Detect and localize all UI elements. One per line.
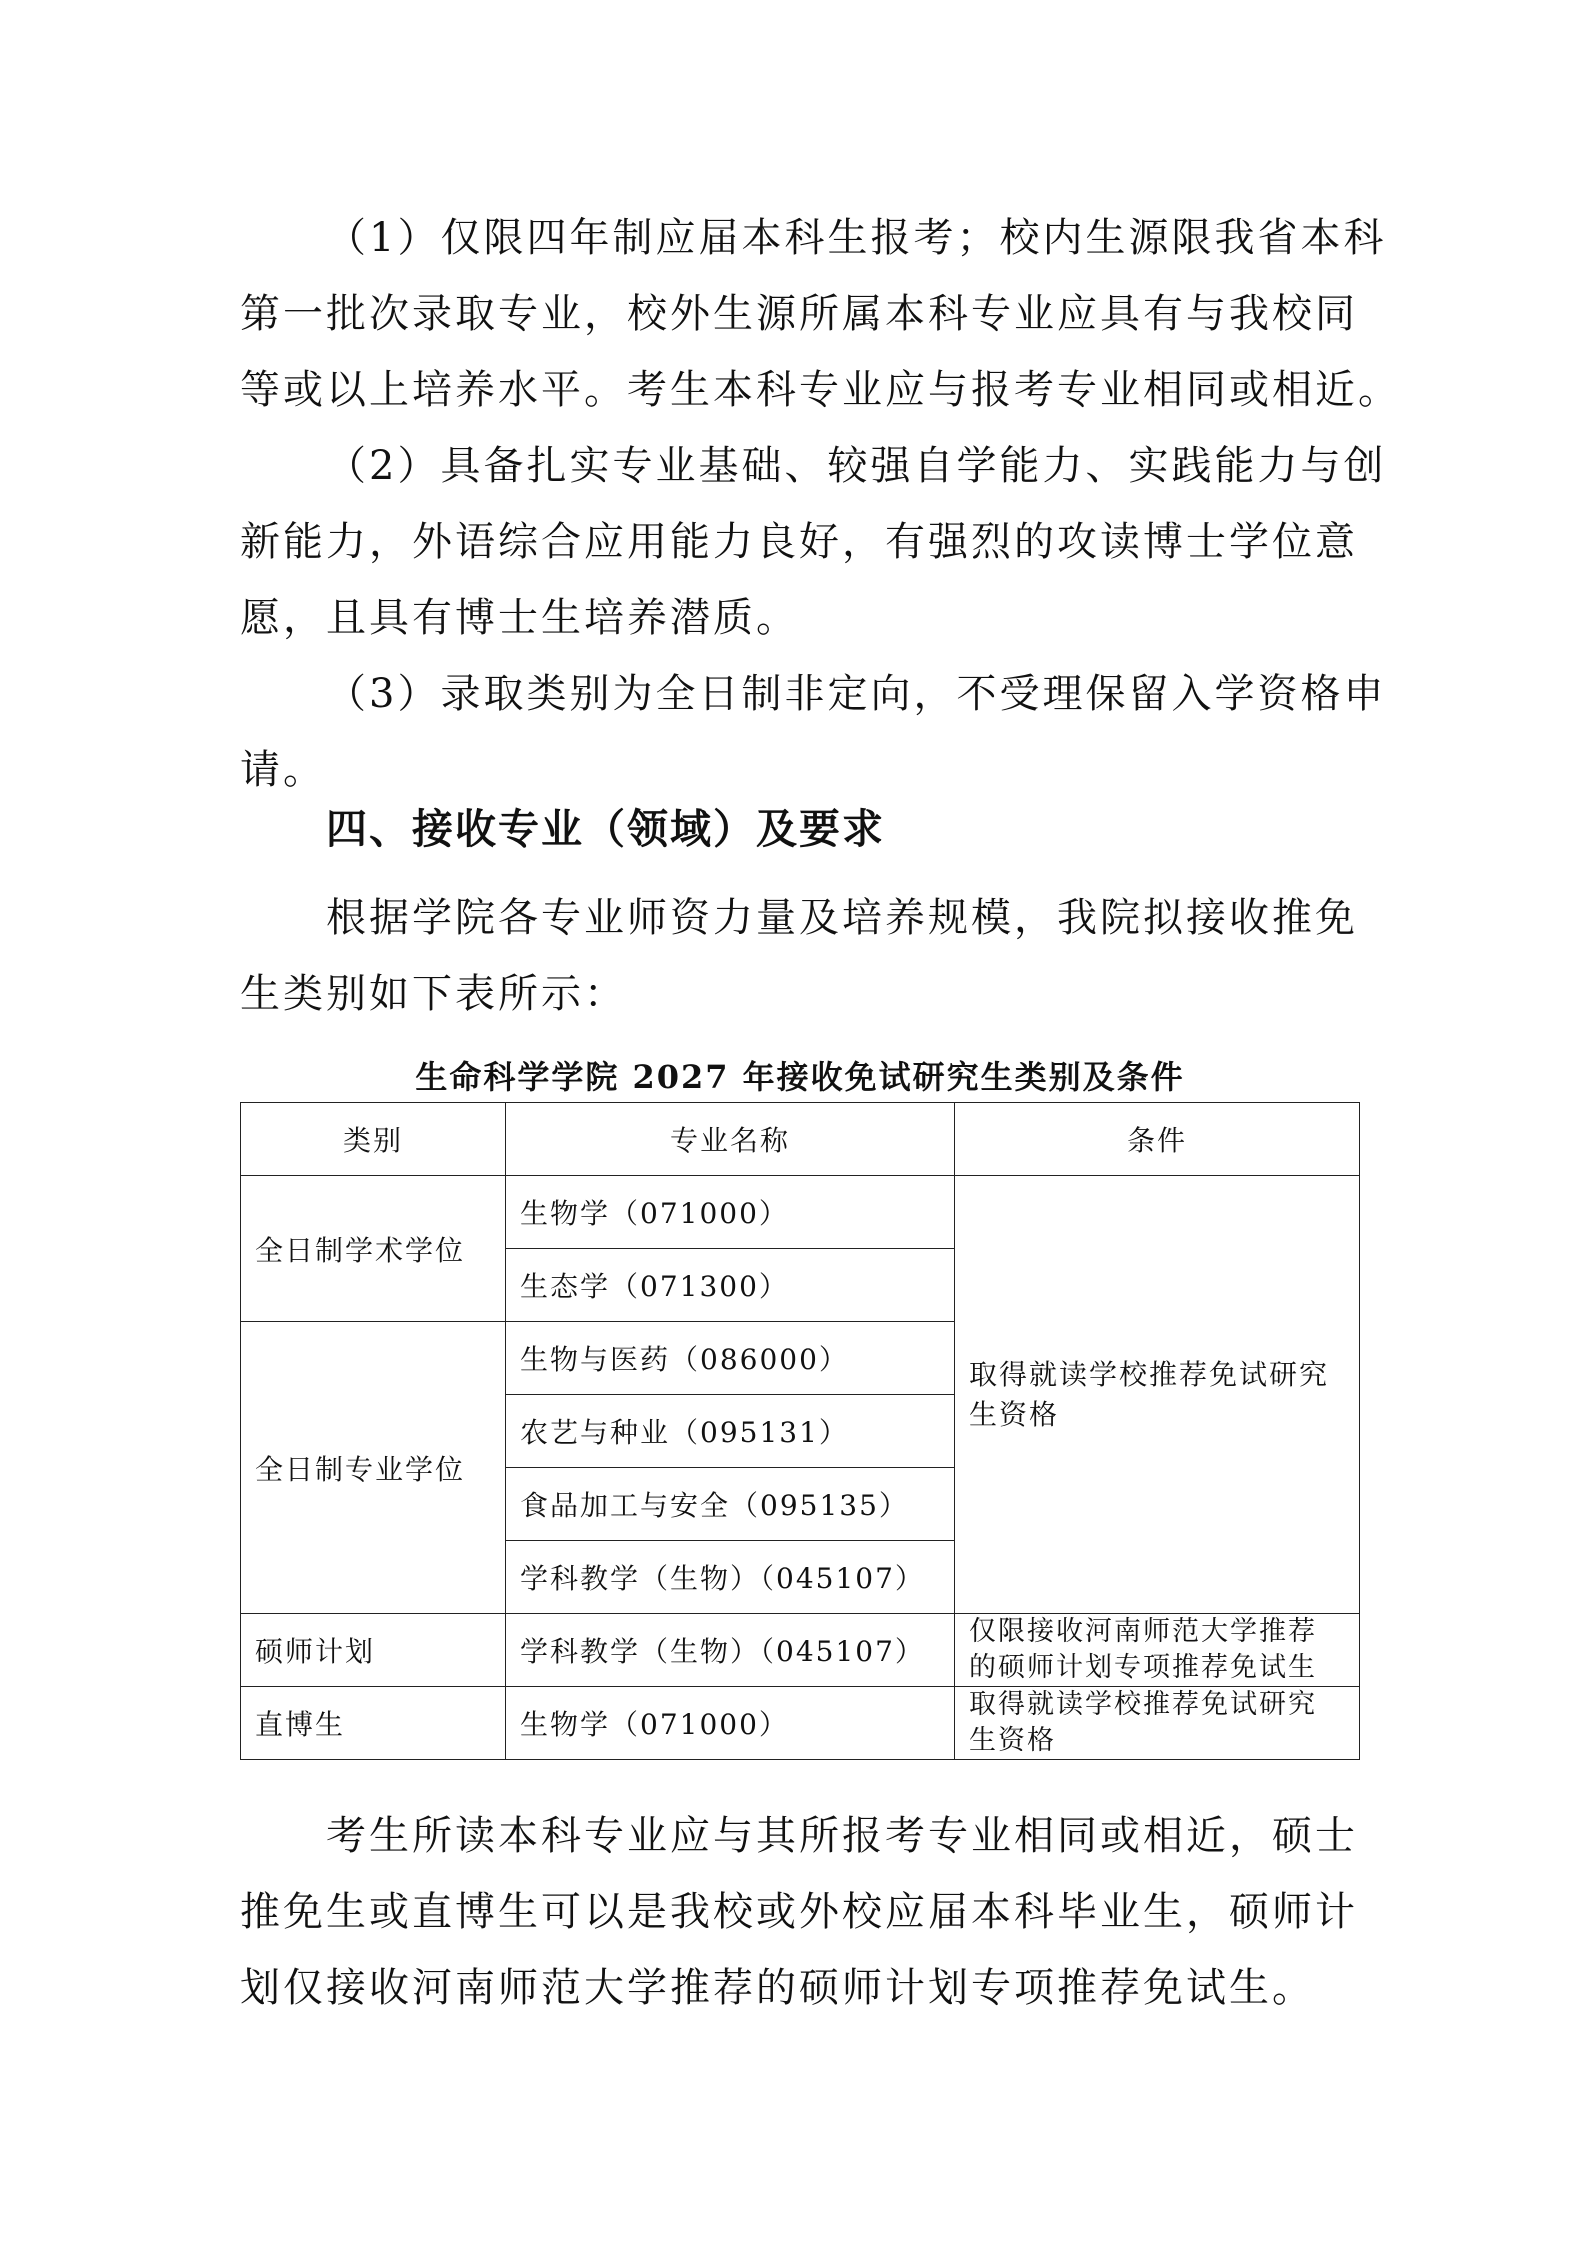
paragraph-line: 新能力，外语综合应用能力良好，有强烈的攻读博士学位意 xyxy=(240,519,1358,565)
paragraph-line: 考生所读本科专业应与其所报考专业相同或相近，硕士 xyxy=(326,1813,1358,1859)
paragraph-line: 等或以上培养水平。考生本科专业应与报考专业相同或相近。 xyxy=(240,367,1401,413)
paragraph-closing xyxy=(240,1798,1360,2026)
table-title: 生命科学学院 2027 年接收免试研究生类别及条件 xyxy=(415,1058,1185,1096)
section-heading: 四、接收专业（领域）及要求 xyxy=(326,805,885,853)
condition-cell: 取得就读学校推荐免试研究生资格 xyxy=(955,1176,1360,1614)
paragraph-line: 生类别如下表所示： xyxy=(240,971,627,1017)
header-category: 类别 xyxy=(241,1103,506,1176)
category-cell: 全日制学术学位 xyxy=(241,1176,506,1322)
category-cell: 全日制专业学位 xyxy=(241,1322,506,1614)
major-cell: 生物与医药（086000） xyxy=(506,1322,955,1395)
paragraph-line: （2）具备扎实专业基础、较强自学能力、实践能力与创 xyxy=(326,443,1387,489)
condition-cell: 取得就读学校推荐免试研究生资格 xyxy=(955,1687,1360,1760)
major-cell: 农艺与种业（095131） xyxy=(506,1395,955,1468)
table-row xyxy=(241,1176,1360,1249)
category-cell: 硕师计划 xyxy=(241,1614,506,1687)
header-major: 专业名称 xyxy=(506,1103,955,1176)
paragraph-intro xyxy=(240,880,1360,1032)
paragraph-line: （3）录取类别为全日制非定向，不受理保留入学资格申 xyxy=(326,671,1387,717)
major-cell: 食品加工与安全（095135） xyxy=(506,1468,955,1541)
paragraph-line: （1）仅限四年制应届本科生报考；校内生源限我省本科 xyxy=(326,215,1387,261)
paragraph-line: 请。 xyxy=(240,747,326,793)
header-condition: 条件 xyxy=(955,1103,1360,1176)
major-cell: 生物学（071000） xyxy=(506,1176,955,1249)
paragraph-line: 划仅接收河南师范大学推荐的硕师计划专项推荐免试生。 xyxy=(240,1965,1315,2011)
condition-cell: 仅限接收河南师范大学推荐的硕师计划专项推荐免试生 xyxy=(955,1614,1360,1687)
major-cell: 学科教学（生物）（045107） xyxy=(506,1614,955,1687)
table-row xyxy=(241,1614,1360,1687)
major-cell: 学科教学（生物）（045107） xyxy=(506,1541,955,1614)
category-cell: 直博生 xyxy=(241,1687,506,1760)
major-cell: 生物学（071000） xyxy=(506,1687,955,1760)
paragraph-line: 根据学院各专业师资力量及培养规模，我院拟接收推免 xyxy=(326,895,1358,941)
paragraph-requirement-1 xyxy=(240,200,1401,428)
paragraph-requirement-3 xyxy=(240,656,1387,808)
admission-table xyxy=(240,1102,1360,1760)
paragraph-line: 愿，且具有博士生培养潜质。 xyxy=(240,595,799,641)
table-header-row xyxy=(241,1103,1360,1176)
paragraph-line: 推免生或直博生可以是我校或外校应届本科毕业生，硕师计 xyxy=(240,1889,1358,1935)
paragraph-line: 第一批次录取专业，校外生源所属本科专业应具有与我校同 xyxy=(240,291,1358,337)
major-cell: 生态学（071300） xyxy=(506,1249,955,1322)
paragraph-requirement-2 xyxy=(240,428,1387,656)
table-row xyxy=(241,1687,1360,1760)
